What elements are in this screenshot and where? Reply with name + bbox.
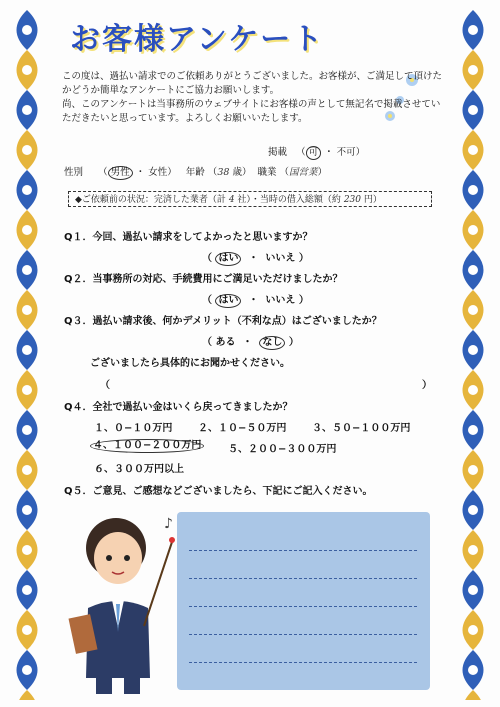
- title-text: お客様アンケート: [70, 22, 325, 57]
- q4-option-5[interactable]: ５、２００−３００万円: [228, 444, 337, 455]
- teacher-illustration: [68, 508, 178, 696]
- question-1: Q１．今回、過払い請求をしてよかったと思いますか？: [64, 232, 313, 243]
- q2-options: （ はい ・ いいえ ）: [202, 295, 309, 306]
- job-value[interactable]: 国営業: [289, 167, 318, 178]
- q4-option-1[interactable]: １、０−１０万円: [94, 423, 173, 434]
- intro-line: 尚、このアンケートは当事務所のウェブサイトにお客様の声として無記名で掲載させてい: [62, 99, 441, 110]
- right-pattern-border: [450, 10, 496, 700]
- q3-detail-field[interactable]: （ ）: [100, 380, 432, 391]
- question-2: Q２．当事務所の対応、手続費用にご満足いただけましたか？: [64, 274, 343, 285]
- q3-no-option[interactable]: なし: [259, 336, 285, 350]
- q3-yes-option[interactable]: ある: [215, 337, 236, 348]
- prior-status-box: [68, 191, 432, 207]
- status-amount[interactable]: 230: [343, 195, 361, 205]
- publish-label: 掲載: [268, 147, 288, 158]
- left-pattern-border: [4, 10, 50, 700]
- comment-line: [189, 550, 417, 551]
- status-companies[interactable]: 4: [228, 195, 235, 205]
- job-label: 職業: [257, 167, 277, 178]
- age-label: 年齢: [185, 167, 205, 178]
- status-mid: 社）・当時の借入総額（約: [237, 195, 341, 205]
- publish-yes-option[interactable]: 可: [306, 146, 322, 160]
- q2-no-option[interactable]: いいえ: [265, 295, 296, 306]
- gender-male-option[interactable]: 男性: [108, 166, 133, 180]
- age-value[interactable]: 38: [217, 167, 230, 178]
- profile-row: 性別 （ 男性 ・ 女性） 年齢 （38 歳） 職業 （国営業）: [64, 167, 328, 178]
- comment-line: [189, 662, 417, 663]
- q4-option-3[interactable]: ３、５０−１００万円: [312, 423, 411, 434]
- q4-option-4[interactable]: [90, 439, 204, 453]
- survey-title: [70, 14, 430, 64]
- intro-paragraph-2: [62, 98, 444, 126]
- intro-line: かどうか簡単なアンケートにご協力お願いします。: [62, 85, 280, 96]
- comment-box[interactable]: [177, 512, 430, 690]
- age-unit: 歳: [232, 167, 242, 178]
- intro-paragraph-1: [62, 70, 444, 98]
- q2-yes-option[interactable]: はい: [215, 294, 241, 308]
- q1-no-option[interactable]: いいえ: [265, 253, 296, 264]
- status-prefix: ◆ご依頼前の状況：完済した業者（計: [75, 195, 226, 205]
- q1-yes-option[interactable]: はい: [215, 252, 241, 266]
- svg-text:♪: ♪: [164, 516, 173, 532]
- question-3: Q３．過払い請求後、何かデメリット（不利な点）はございましたか？: [64, 316, 382, 327]
- intro-line: この度は、過払い請求でのご依頼ありがとうございました。お客様が、ご満足して頂けた: [62, 71, 443, 82]
- q3-options: （ ある ・ なし ）: [202, 337, 299, 348]
- q4-option-2[interactable]: ２、１０−５０万円: [198, 423, 287, 434]
- intro-line: ただきたいと思っています。よろしくお願いいたします。: [62, 113, 308, 124]
- comment-line: [189, 578, 417, 579]
- status-suffix: 円）: [363, 195, 382, 205]
- publish-row: 掲載 （ 可 ・ 不可）: [268, 147, 366, 158]
- gender-female-option[interactable]: 女性: [148, 167, 168, 178]
- publish-no-option[interactable]: 不可: [336, 147, 356, 158]
- q4-option-4-label: ４、１００−２００万円: [90, 439, 204, 453]
- q4-option-6[interactable]: ６、３００万円以上: [94, 464, 184, 475]
- question-5: Q５．ご意見、ご感想などございましたら、下記にご記入ください。: [64, 486, 373, 497]
- comment-line: [189, 606, 417, 607]
- question-4: Q４．全社で過払い金はいくら戻ってきましたか？: [64, 402, 293, 413]
- gender-label: 性別: [64, 167, 84, 178]
- q3-detail-prompt: ございましたら具体的にお聞かせください。: [90, 358, 290, 369]
- q1-options: （ はい ・ いいえ ）: [202, 253, 309, 264]
- comment-line: [189, 634, 417, 635]
